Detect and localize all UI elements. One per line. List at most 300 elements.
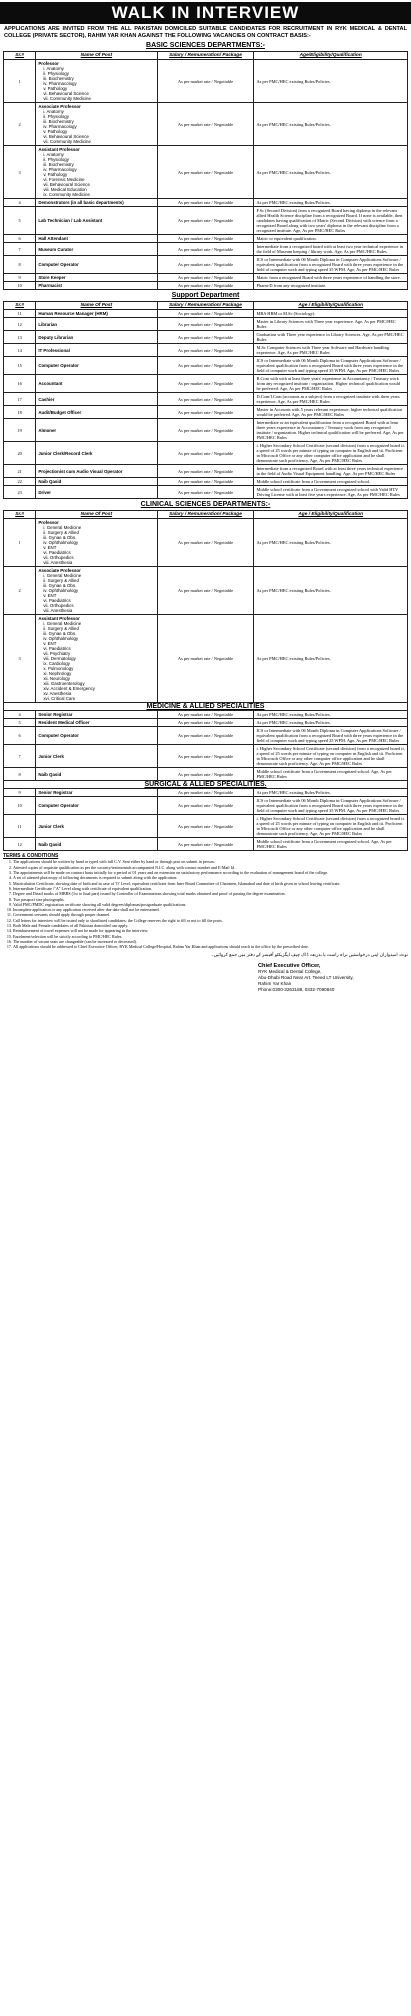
clinical-sciences-table xyxy=(3,510,408,851)
row-serial: 6 xyxy=(4,235,36,243)
header-age: Age/Eligibility/Qualification xyxy=(254,52,408,60)
post-name: Naib Qasid xyxy=(38,771,62,777)
row-post xyxy=(36,419,157,442)
row-serial: 20 xyxy=(4,442,36,465)
header-salary: Salary / Remuneration/ Package xyxy=(157,52,254,60)
post-name: IT Professional xyxy=(38,347,70,353)
term-item: 11. Government servants should apply through proper channel. xyxy=(13,912,408,917)
post-subjects xyxy=(38,109,154,144)
subject-item: xi. Nephrology xyxy=(43,671,72,677)
post-name: Computer Operator xyxy=(38,803,79,809)
post-name: Assistant Professor xyxy=(38,147,80,153)
support-department-title: Support Department xyxy=(171,292,240,300)
row-serial: 9 xyxy=(4,274,36,282)
row-salary: As per market rate / Negotiable xyxy=(157,719,254,727)
terms-list xyxy=(3,859,408,949)
subject-item: ii. Surgery & Allied xyxy=(43,578,79,584)
row-salary: As per market rate / Negotiable xyxy=(157,519,254,567)
table-row xyxy=(4,146,408,199)
row-serial: 5 xyxy=(4,207,36,235)
row-salary: As per market rate / Negotiable xyxy=(157,357,254,375)
header-name: Name Of Post xyxy=(36,511,157,519)
urdu-note: نوٹ: امیدواران اپنی درخواستیں براہ راست یا بذریعہ ڈاک چیف ایگزیکٹو آفیسر کے دفتر میں جمع کروائیں۔ xyxy=(210,951,408,957)
subject-item: viii. Anesthesia xyxy=(43,608,73,614)
terms-title: TERMS & CONDITIONS xyxy=(3,853,59,860)
row-post xyxy=(36,318,157,331)
row-qualification: ICS or Intermediate with 06 Month Diploma in Computer Applications Software / equivalent qualification from a recognized Board with three years experience in the field of computer work and typing speed 35 WPM. Age, As per PMC/HEC Rules xyxy=(254,797,408,815)
subject-item: vii. Behavioural Science xyxy=(43,182,90,188)
row-salary: As per market rate / Negotiable xyxy=(157,797,254,815)
row-qualification: Middle school certificate from a Government recognized school. Age, As per PMC/HEC Rules xyxy=(254,838,408,851)
row-qualification: As per PMC/HEC existing Rules/Policies. xyxy=(254,60,408,103)
row-qualification: As per PMC/HEC existing Rules/Policies. xyxy=(254,567,408,615)
row-qualification: As per PMC/HEC existing Rules/Policies. xyxy=(254,711,408,719)
subject-item: vi. Behavioural Science xyxy=(43,134,89,140)
row-serial: 12 xyxy=(4,838,36,851)
table-row xyxy=(4,419,408,442)
row-qualification: Pharm-D from any recognized institute. xyxy=(254,282,408,290)
row-qualification: Intermediate from a recognized Board with at least three years technical experience in the field of Audio Visual Equipment handling. Age, As per PMC/HEC Rules xyxy=(254,465,408,478)
term-item: 10. Incomplete application or any application received after due date shall not be entertained. xyxy=(13,907,408,912)
row-salary: As per market rate / Negotiable xyxy=(157,310,254,318)
subject-item: x. Pulmonology xyxy=(43,666,74,672)
subject-item: vi. Paediatrics xyxy=(43,550,71,556)
table-row xyxy=(4,719,408,727)
subject-item: iv. Ophthalmology xyxy=(43,636,79,642)
subject-item: i. General Medicine xyxy=(43,525,82,531)
subject-item: iii. Gynae & Obs. xyxy=(43,535,77,541)
row-post xyxy=(36,478,157,486)
row-salary: As per market rate / Negotiable xyxy=(157,344,254,357)
subject-item: xiii. Gastroenterology xyxy=(43,681,85,687)
post-name: Junior Clerk xyxy=(38,823,64,829)
post-subjects xyxy=(38,525,154,565)
basic-sciences-table xyxy=(3,51,408,290)
header-sr: Sr.# xyxy=(4,511,36,519)
subject-item: v. ENT xyxy=(43,593,57,599)
row-serial: 23 xyxy=(4,486,36,499)
row-qualification: As per PMC/HEC existing Rules/Policies. xyxy=(254,519,408,567)
row-salary: As per market rate / Negotiable xyxy=(157,465,254,478)
row-qualification: As per PMC/HEC existing Rules/Policies. xyxy=(254,146,408,199)
header-sr: Sr.# xyxy=(4,52,36,60)
row-salary: As per market rate / Negotiable xyxy=(157,318,254,331)
post-name: Computer Operator xyxy=(38,262,79,268)
table-row xyxy=(4,375,408,393)
table-row xyxy=(4,838,408,851)
post-name: Human Resource Manager (HRM) xyxy=(38,311,108,317)
subject-item: ii. Surgery & Allied xyxy=(43,626,79,632)
row-salary: As per market rate / Negotiable xyxy=(157,478,254,486)
post-name: Associate Professor xyxy=(38,568,81,574)
footer xyxy=(3,963,408,993)
row-post xyxy=(36,235,157,243)
subject-item: i. General Medicine xyxy=(43,573,82,579)
subject-item: ii. Physiology xyxy=(43,157,69,163)
term-item: 2. Attested copies of requisite qualification as per the vacancy/testimonials accompanied N.I.C. along with contact number and E-Mail Id. xyxy=(13,865,408,870)
subject-item: viii. Dermatology xyxy=(43,656,76,662)
table-row xyxy=(4,711,408,719)
row-serial: 7 xyxy=(4,745,36,768)
row-salary: As per market rate / Negotiable xyxy=(157,199,254,207)
row-serial: 12 xyxy=(4,318,36,331)
row-serial: 4 xyxy=(4,711,36,719)
subject-item: ii. Surgery & Allied xyxy=(43,530,79,536)
post-subjects xyxy=(38,573,154,613)
row-salary: As per market rate / Negotiable xyxy=(157,103,254,146)
row-serial: 16 xyxy=(4,375,36,393)
table-row xyxy=(4,406,408,419)
row-post xyxy=(36,465,157,478)
row-salary: As per market rate / Negotiable xyxy=(157,838,254,851)
table-row xyxy=(4,318,408,331)
term-item: 12. Call letters for interview will be issued only to shortlisted candidates; the College reserves the right to fill or not to fill the posts. xyxy=(13,918,408,923)
row-qualification: Matric from a recognized Board with three years experience of handling the store. xyxy=(254,274,408,282)
row-salary: As per market rate / Negotiable xyxy=(157,243,254,256)
subject-item: v. ENT xyxy=(43,641,57,647)
row-serial: 5 xyxy=(4,719,36,727)
post-name: Demonstrators (in all basic departments) xyxy=(38,200,124,206)
address-line-2: Abu-Dhabi Road Near Art. Teeed LT University, xyxy=(258,974,354,980)
row-serial: 4 xyxy=(4,199,36,207)
post-name: Professor xyxy=(38,520,59,526)
post-name: Museum Curator xyxy=(38,246,74,252)
row-salary: As per market rate / Negotiable xyxy=(157,745,254,768)
post-subjects xyxy=(38,621,154,701)
table-row xyxy=(4,727,408,745)
term-item: 6. Intermediate Certificate /"A" Level along with certificate of equivalent qualification. xyxy=(13,886,408,891)
row-serial: 14 xyxy=(4,344,36,357)
row-qualification: As per PMC/HEC existing Rules/Policies. xyxy=(254,719,408,727)
row-post xyxy=(36,815,157,838)
subject-item: v. Pathology xyxy=(43,86,68,92)
signature-block xyxy=(258,963,408,993)
post-name: Junior Clerk/Record Clerk xyxy=(38,450,93,456)
row-serial: 22 xyxy=(4,478,36,486)
subject-item: iv. Pharmacology xyxy=(43,167,77,173)
post-name: Lab Technician / Lab Assistant xyxy=(38,218,103,224)
post-name: Computer Operator xyxy=(38,363,79,369)
row-qualification: Middle school certificate from a Government recognized school with Valid HTV Driving License with at least five years experience. Age, As per PMC/HEC Rules xyxy=(254,486,408,499)
subject-item: v. Pathology xyxy=(43,129,68,135)
row-salary: As per market rate / Negotiable xyxy=(157,442,254,465)
subject-item: v. ENT xyxy=(43,545,57,551)
subject-item: vii. Psychiatry xyxy=(43,651,71,657)
row-serial: 1 xyxy=(4,60,36,103)
table-row xyxy=(4,235,408,243)
header-age: Age / Eligibility/Qualification xyxy=(254,511,408,519)
row-salary: As per market rate / Negotiable xyxy=(157,282,254,290)
row-qualification: Master in Library Sciences with Three year experience. Age, As per PMC/HEC Rules xyxy=(254,318,408,331)
header-name: Name Of Post xyxy=(36,302,157,310)
table-row xyxy=(4,789,408,797)
header-name: Name Of Post xyxy=(36,52,157,60)
subject-item: v. Pathology xyxy=(43,172,68,178)
row-salary: As per market rate / Negotiable xyxy=(157,711,254,719)
post-subjects xyxy=(38,66,154,101)
row-serial: 9 xyxy=(4,789,36,797)
table-row xyxy=(4,815,408,838)
table-row xyxy=(4,331,408,344)
term-item: 15. Enrolment/selection will be strictly according to PMC/HEC Rules. xyxy=(13,934,408,939)
term-item: 5. Matriculation Certificate, showing date of birth and in case of 'O' Level, equivalent certificate from Inter Board Committee of Chairmen, Islamabad and date of birth given in school leaving certificate. xyxy=(13,881,408,886)
row-salary: As per market rate / Negotiable xyxy=(157,375,254,393)
row-qualification: Middle school certificate from a Government recognized school. Age, As per PMC/HEC Rules xyxy=(254,768,408,781)
term-item: 14. Reimbursement of travel expenses will not be made for appearing in the interview. xyxy=(13,928,408,933)
subject-item: iii. Gynae & Obs. xyxy=(43,631,77,637)
row-serial: 7 xyxy=(4,243,36,256)
table-row xyxy=(4,745,408,768)
post-name: Junior Clerk xyxy=(38,753,64,759)
table-row xyxy=(4,256,408,274)
intro-text: APPLICATIONS ARE INVITED FROM THE ALL PAKISTAN DOMICILED SUITABLE CANDIDATES FOR RECRUITMENT IN RYK MEDICAL & DENTAL COLLEGE (PRIVATE SECTOR), RAHIM YAR KHAN AGAINST THE FOLLOWING VACANCIES ON CONTRACT BASIS:- xyxy=(4,26,407,39)
post-name: Cashier xyxy=(38,396,55,402)
row-serial: 15 xyxy=(4,357,36,375)
subject-item: viii. Anesthesia xyxy=(43,560,73,566)
row-post xyxy=(36,331,157,344)
row-post xyxy=(36,375,157,393)
row-salary: As per market rate / Negotiable xyxy=(157,146,254,199)
table-row xyxy=(4,344,408,357)
address-line-3: Rahim Yar Khan xyxy=(258,980,292,986)
term-item: 17. All applications should be addressed to Chief Executive Officer, RYK Medical College/Hospital, Rahim Yar Khan and applications should reach in the office by the prescribed date. xyxy=(13,944,408,949)
row-serial: 17 xyxy=(4,393,36,406)
row-post xyxy=(36,274,157,282)
row-qualification: As per PMC/HEC existing Rules/Policies. xyxy=(254,615,408,703)
support-department-table xyxy=(3,301,408,499)
subject-item: i. Anatomy xyxy=(43,109,64,115)
table-row xyxy=(4,199,408,207)
post-name: Computer Operator xyxy=(38,733,79,739)
subject-item: xv. Anesthesia xyxy=(43,691,72,697)
subject-item: vi. Forensic Medicine xyxy=(43,177,85,183)
row-post xyxy=(36,103,157,146)
row-post xyxy=(36,406,157,419)
row-post xyxy=(36,768,157,781)
subject-item: ii. Physiology xyxy=(43,114,69,120)
subject-item: vii. Community Medicine xyxy=(43,139,91,145)
row-post xyxy=(36,282,157,290)
row-post xyxy=(36,344,157,357)
row-qualification: Matric or equivalent qualification. xyxy=(254,235,408,243)
subject-item: iv. Ophthalmology xyxy=(43,540,79,546)
row-serial: 8 xyxy=(4,768,36,781)
row-salary: As per market rate / Negotiable xyxy=(157,331,254,344)
surgical-allied-title: SURGICAL & ALLIED SPECIALITIES. xyxy=(144,781,267,789)
clinical-sciences-title: CLINICAL SCIENCES DEPARTMENTS:- xyxy=(140,501,271,509)
term-item: 13. Both Male and Female candidates of all Pakistan domiciled can apply. xyxy=(13,923,408,928)
row-serial: 2 xyxy=(4,103,36,146)
table-row xyxy=(4,615,408,703)
table-row xyxy=(4,310,408,318)
term-item: 8. Two passport size photographs. xyxy=(13,897,408,902)
row-qualification: i. Higher Secondary School Certificate (second division) from a recognized board ii. a speed of 25 words per minute of typing on computer in English and iii. Proficient in Microsoft Office or any other computer office application and he shall demonstrate such proficiency. Age, As per PMC/HEC Rules xyxy=(254,745,408,768)
row-serial: 1 xyxy=(4,519,36,567)
row-serial: 3 xyxy=(4,146,36,199)
row-qualification: F.Sc (Second Division) from a recognized Board having diploma in the relevant allied Health Science discipline from a recognized Board. If none is available, then candidates having qualification of Matric (Second Division) with science from a recognized Board along with two years' diploma in the relevant discipline from a recognized institute. Age, As per PMC/HEC Rules xyxy=(254,207,408,235)
terms-section xyxy=(3,854,408,957)
basic-sciences-title: BASIC SCIENCES DEPARTMENTS:- xyxy=(146,42,265,50)
row-qualification: i. Higher Secondary School Certificate (second division) from a recognized board ii. a speed of 25 words per minute of typing on computer in English and iii. Proficient in Microsoft Office or any other computer office application and he shall demonstrate such proficiency. Age, As per PMC/HEC Rules xyxy=(254,815,408,838)
subject-item: vi. Paediatrics xyxy=(43,598,71,604)
table-row xyxy=(4,103,408,146)
row-post xyxy=(36,789,157,797)
term-item: 9. Valid PMC/PMDC registration certificate showing all valid degrees/diplomas/postgraduate qualifications. xyxy=(13,902,408,907)
post-name: Naib Qasid xyxy=(38,841,62,847)
table-row xyxy=(4,567,408,615)
post-name: Resident Medical Officer xyxy=(38,720,90,726)
row-serial: 10 xyxy=(4,282,36,290)
row-post xyxy=(36,711,157,719)
medicine-allied-rows xyxy=(4,711,408,781)
table-row xyxy=(4,797,408,815)
address-line-1: RYK Medical & Dental College, xyxy=(258,968,322,974)
table-row xyxy=(4,486,408,499)
subject-item: vi. Paediatrics xyxy=(43,646,71,652)
row-salary: As per market rate / Negotiable xyxy=(157,256,254,274)
row-post xyxy=(36,567,157,615)
row-qualification: ICS or Intermediate with 06 Month Diploma in Computer Applications Software / equivalent qualification from a recognized Board with three years experience in the field of computer work and typing speed 35 WPM. Age, As per PMC/HEC Rules xyxy=(254,256,408,274)
row-qualification: Graduation with Three year experience in Library Sciences. Age, As per PMC/HEC Rules xyxy=(254,331,408,344)
subject-item: iii. Biochemistry xyxy=(43,119,74,125)
surgical-allied-rows xyxy=(4,789,408,851)
subject-item: xii. Neurology xyxy=(43,676,70,682)
header-sr: Sr.# xyxy=(4,302,36,310)
subject-item: xvi. Critical Care xyxy=(43,696,76,702)
post-name: Senior Registrar xyxy=(38,712,73,718)
row-qualification: Master in Accounts with 5 years relevant experience, higher technical qualification would be preferred. Age, As per PMC/HEC Rules xyxy=(254,406,408,419)
row-post xyxy=(36,519,157,567)
row-serial: 21 xyxy=(4,465,36,478)
row-salary: As per market rate / Negotiable xyxy=(157,615,254,703)
table-row xyxy=(4,768,408,781)
row-qualification: D.Com/I.Com (accounts as a subject) from a recognized institute with three years experience. Age, As per PMC/HEC Rules xyxy=(254,393,408,406)
post-name: Naib Qasid xyxy=(38,479,62,485)
table-row xyxy=(4,478,408,486)
row-serial: 8 xyxy=(4,256,36,274)
table-row xyxy=(4,465,408,478)
row-salary: As per market rate / Negotiable xyxy=(157,274,254,282)
post-name: Deputy Librarian xyxy=(38,334,74,340)
table-row xyxy=(4,442,408,465)
table-row xyxy=(4,282,408,290)
row-qualification: B.Com with with at least three years' experience in Accountancy / Treasury work from any recognized institute / organization. Higher technical qualification would be preferred. Age, As per PMC/HEC Rules xyxy=(254,375,408,393)
table-row xyxy=(4,243,408,256)
post-name: Audit/Budget Officer xyxy=(38,409,82,415)
table-row xyxy=(4,274,408,282)
row-post xyxy=(36,745,157,768)
subject-item: vi. Behavioural Science xyxy=(43,91,89,97)
term-item: 1. The applications should be written by hand or typed with full C.V. Sent either by hand or through post on submit in person. xyxy=(13,859,408,864)
row-serial: 11 xyxy=(4,310,36,318)
subject-item: i. General Medicine xyxy=(43,621,82,627)
row-post xyxy=(36,615,157,703)
post-subjects xyxy=(38,152,154,197)
subject-item: xiv. Accident & Emergency xyxy=(43,686,95,692)
post-name: Associate Professor xyxy=(38,104,81,110)
subject-item: iv. Pharmacology xyxy=(43,124,77,130)
subject-item: ix. Cardiology xyxy=(43,661,70,667)
table-row xyxy=(4,207,408,235)
post-name: Assistant Professor xyxy=(38,616,80,622)
row-qualification: As per PMC/HEC existing Rules/Policies. xyxy=(254,199,408,207)
header-salary: Salary / Remuneration/ Package xyxy=(157,302,254,310)
row-post xyxy=(36,393,157,406)
row-post xyxy=(36,256,157,274)
row-salary: As per market rate / Negotiable xyxy=(157,60,254,103)
row-post xyxy=(36,442,157,465)
row-salary: As per market rate / Negotiable xyxy=(157,815,254,838)
post-name: Driver xyxy=(38,489,52,495)
chief-executive-title: Chief Executive Officer, xyxy=(258,962,321,969)
row-qualification: i. Higher Secondary School Certificate (second division) from a recognized board ii. a speed of 25 words per minute of typing on computer in English and iii. Proficient in Microsoft Office or any other computer office application and he shall demonstrate such proficiency. Age, As per PMC/HEC Rules xyxy=(254,442,408,465)
term-item: 4. A set of attested photocopy of following documents is required to submit along with the application: xyxy=(13,875,408,880)
row-serial: 13 xyxy=(4,331,36,344)
row-salary: As per market rate / Negotiable xyxy=(157,486,254,499)
table-row xyxy=(4,357,408,375)
row-serial: 10 xyxy=(4,797,36,815)
walk-in-banner: WALK IN INTERVIEW xyxy=(0,2,411,24)
subject-item: vii. Orthopedics xyxy=(43,603,74,609)
row-salary: As per market rate / Negotiable xyxy=(157,567,254,615)
surgical-allied-body xyxy=(4,781,408,789)
subject-item: ii. Physiology xyxy=(43,71,69,77)
post-name: Pharmacist xyxy=(38,283,62,289)
row-qualification: Middle school certificate from a Government recognized school. xyxy=(254,478,408,486)
medicine-allied-body xyxy=(4,703,408,711)
post-name: Projectionist cum Audio Visual Operator xyxy=(38,468,123,474)
row-post xyxy=(36,310,157,318)
row-serial: 18 xyxy=(4,406,36,419)
row-post xyxy=(36,207,157,235)
clinical-sciences-body xyxy=(4,519,408,703)
subject-item: vii. Community Medicine xyxy=(43,96,91,102)
term-item: 16. The number of vacant seats are changeable (can be increased or decreased). xyxy=(13,939,408,944)
support-department-body xyxy=(4,310,408,499)
subject-item: iv. Pharmacology xyxy=(43,81,77,87)
row-salary: As per market rate / Negotiable xyxy=(157,419,254,442)
row-salary: As per market rate / Negotiable xyxy=(157,207,254,235)
subject-item: iv. Ophthalmology xyxy=(43,588,79,594)
row-salary: As per market rate / Negotiable xyxy=(157,406,254,419)
row-qualification: As per PMC/HEC existing Rules/Policies. xyxy=(254,789,408,797)
row-post xyxy=(36,243,157,256)
row-post xyxy=(36,486,157,499)
post-name: Senior Registrar xyxy=(38,790,73,796)
subject-item: iii. Biochemistry xyxy=(43,76,74,82)
term-item: 3. The appointments will be made on contract basis initially for a period of 01 years and on extension on satisfactory performance according to the evaluation of management board of the college. xyxy=(13,870,408,875)
basic-sciences-body xyxy=(4,60,408,290)
row-qualification: Intermediate or an equivalent qualification from a recognized Board with at least three years experience in Accountancy / Treasury work from any recognized institute / organization. Higher technical qualification will be preferred. Age, As per PMC/HEC Rules xyxy=(254,419,408,442)
subject-item: iii. Biochemistry xyxy=(43,162,74,168)
row-qualification: MBA HRM or M.Sc (Sociology). xyxy=(254,310,408,318)
row-serial: 19 xyxy=(4,419,36,442)
medicine-allied-title: MEDICINE & ALLIED SPECIALITIES xyxy=(146,703,265,711)
row-salary: As per market rate / Negotiable xyxy=(157,727,254,745)
post-name: Hall Attendant xyxy=(38,236,68,242)
row-salary: As per market rate / Negotiable xyxy=(157,789,254,797)
subject-item: i. Anatomy xyxy=(43,152,64,158)
row-qualification: ICS or Intermediate with 06 Month Diploma in Computer Applications Software / equivalent qualification from a recognized Board with three years experience in the field of computer work and typing speed 35 WPM. Age, As per PMC/HEC Rules xyxy=(254,357,408,375)
row-post xyxy=(36,727,157,745)
row-qualification: As per PMC/HEC existing Rules/Policies. xyxy=(254,103,408,146)
table-row xyxy=(4,60,408,103)
table-row xyxy=(4,519,408,567)
row-post xyxy=(36,199,157,207)
row-salary: As per market rate / Negotiable xyxy=(157,393,254,406)
row-post xyxy=(36,838,157,851)
phone-number: Phone:0300-3263188, 0332-7090840 xyxy=(258,986,335,992)
